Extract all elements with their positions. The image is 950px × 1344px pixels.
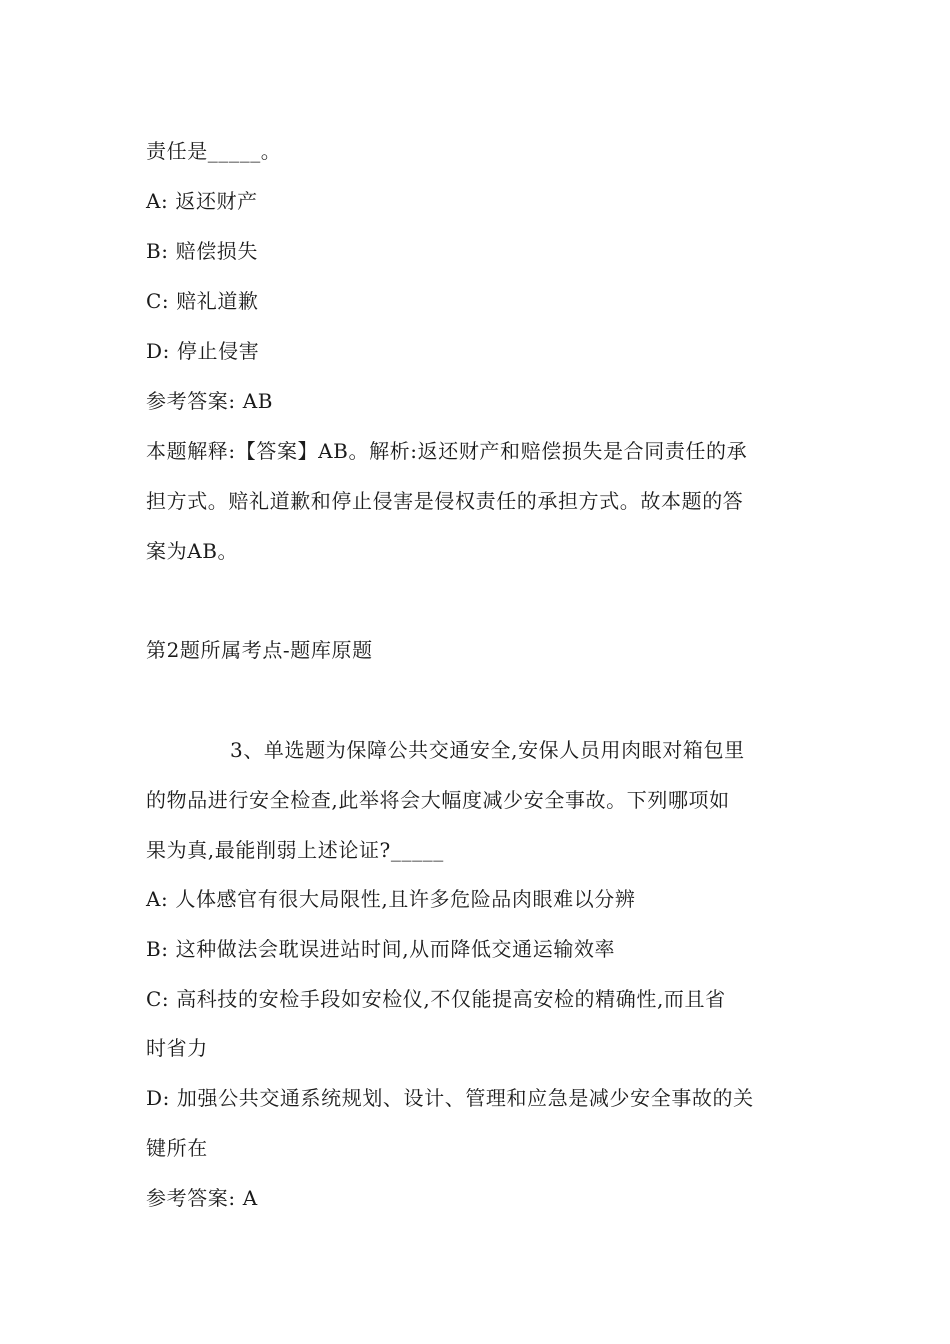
option-c: C: 高科技的安检手段如安检仪,不仅能提高安检的精确性,而且省 (146, 987, 726, 1011)
section-heading: 第2题所属考点-题库原题 (146, 638, 373, 662)
option-b: B: 这种做法会耽误进站时间,从而降低交通运输效率 (146, 937, 616, 961)
option-c: C: 赔礼道歉 (146, 289, 259, 313)
explanation-line: 担方式。赔礼道歉和停止侵害是侵权责任的承担方式。故本题的答 (146, 489, 744, 513)
explanation-line: 本题解释:【答案】AB。解析:返还财产和赔偿损失是合同责任的承 (146, 439, 748, 463)
question-stem-line: 3、单选题为保障公共交通安全,安保人员用肉眼对箱包里 (230, 738, 745, 762)
option-b: B: 赔偿损失 (146, 239, 258, 263)
option-d: D: 停止侵害 (146, 339, 260, 363)
question-stem-tail: 责任是_____。 (146, 139, 282, 163)
option-c-continued: 时省力 (146, 1036, 208, 1060)
option-a: A: 人体感官有很大局限性,且许多危险品肉眼难以分辨 (146, 887, 636, 911)
question-stem-line: 果为真,最能削弱上述论证?_____ (146, 838, 444, 862)
explanation-line: 案为AB。 (146, 539, 239, 563)
reference-answer: 参考答案: AB (146, 389, 274, 413)
question-stem-line: 的物品进行安全检查,此举将会大幅度减少安全事故。下列哪项如 (146, 788, 730, 812)
reference-answer: 参考答案: A (146, 1186, 258, 1210)
option-d-continued: 键所在 (146, 1136, 208, 1160)
option-a: A: 返还财产 (146, 189, 258, 213)
option-d: D: 加强公共交通系统规划、设计、管理和应急是减少安全事故的关 (146, 1086, 754, 1110)
